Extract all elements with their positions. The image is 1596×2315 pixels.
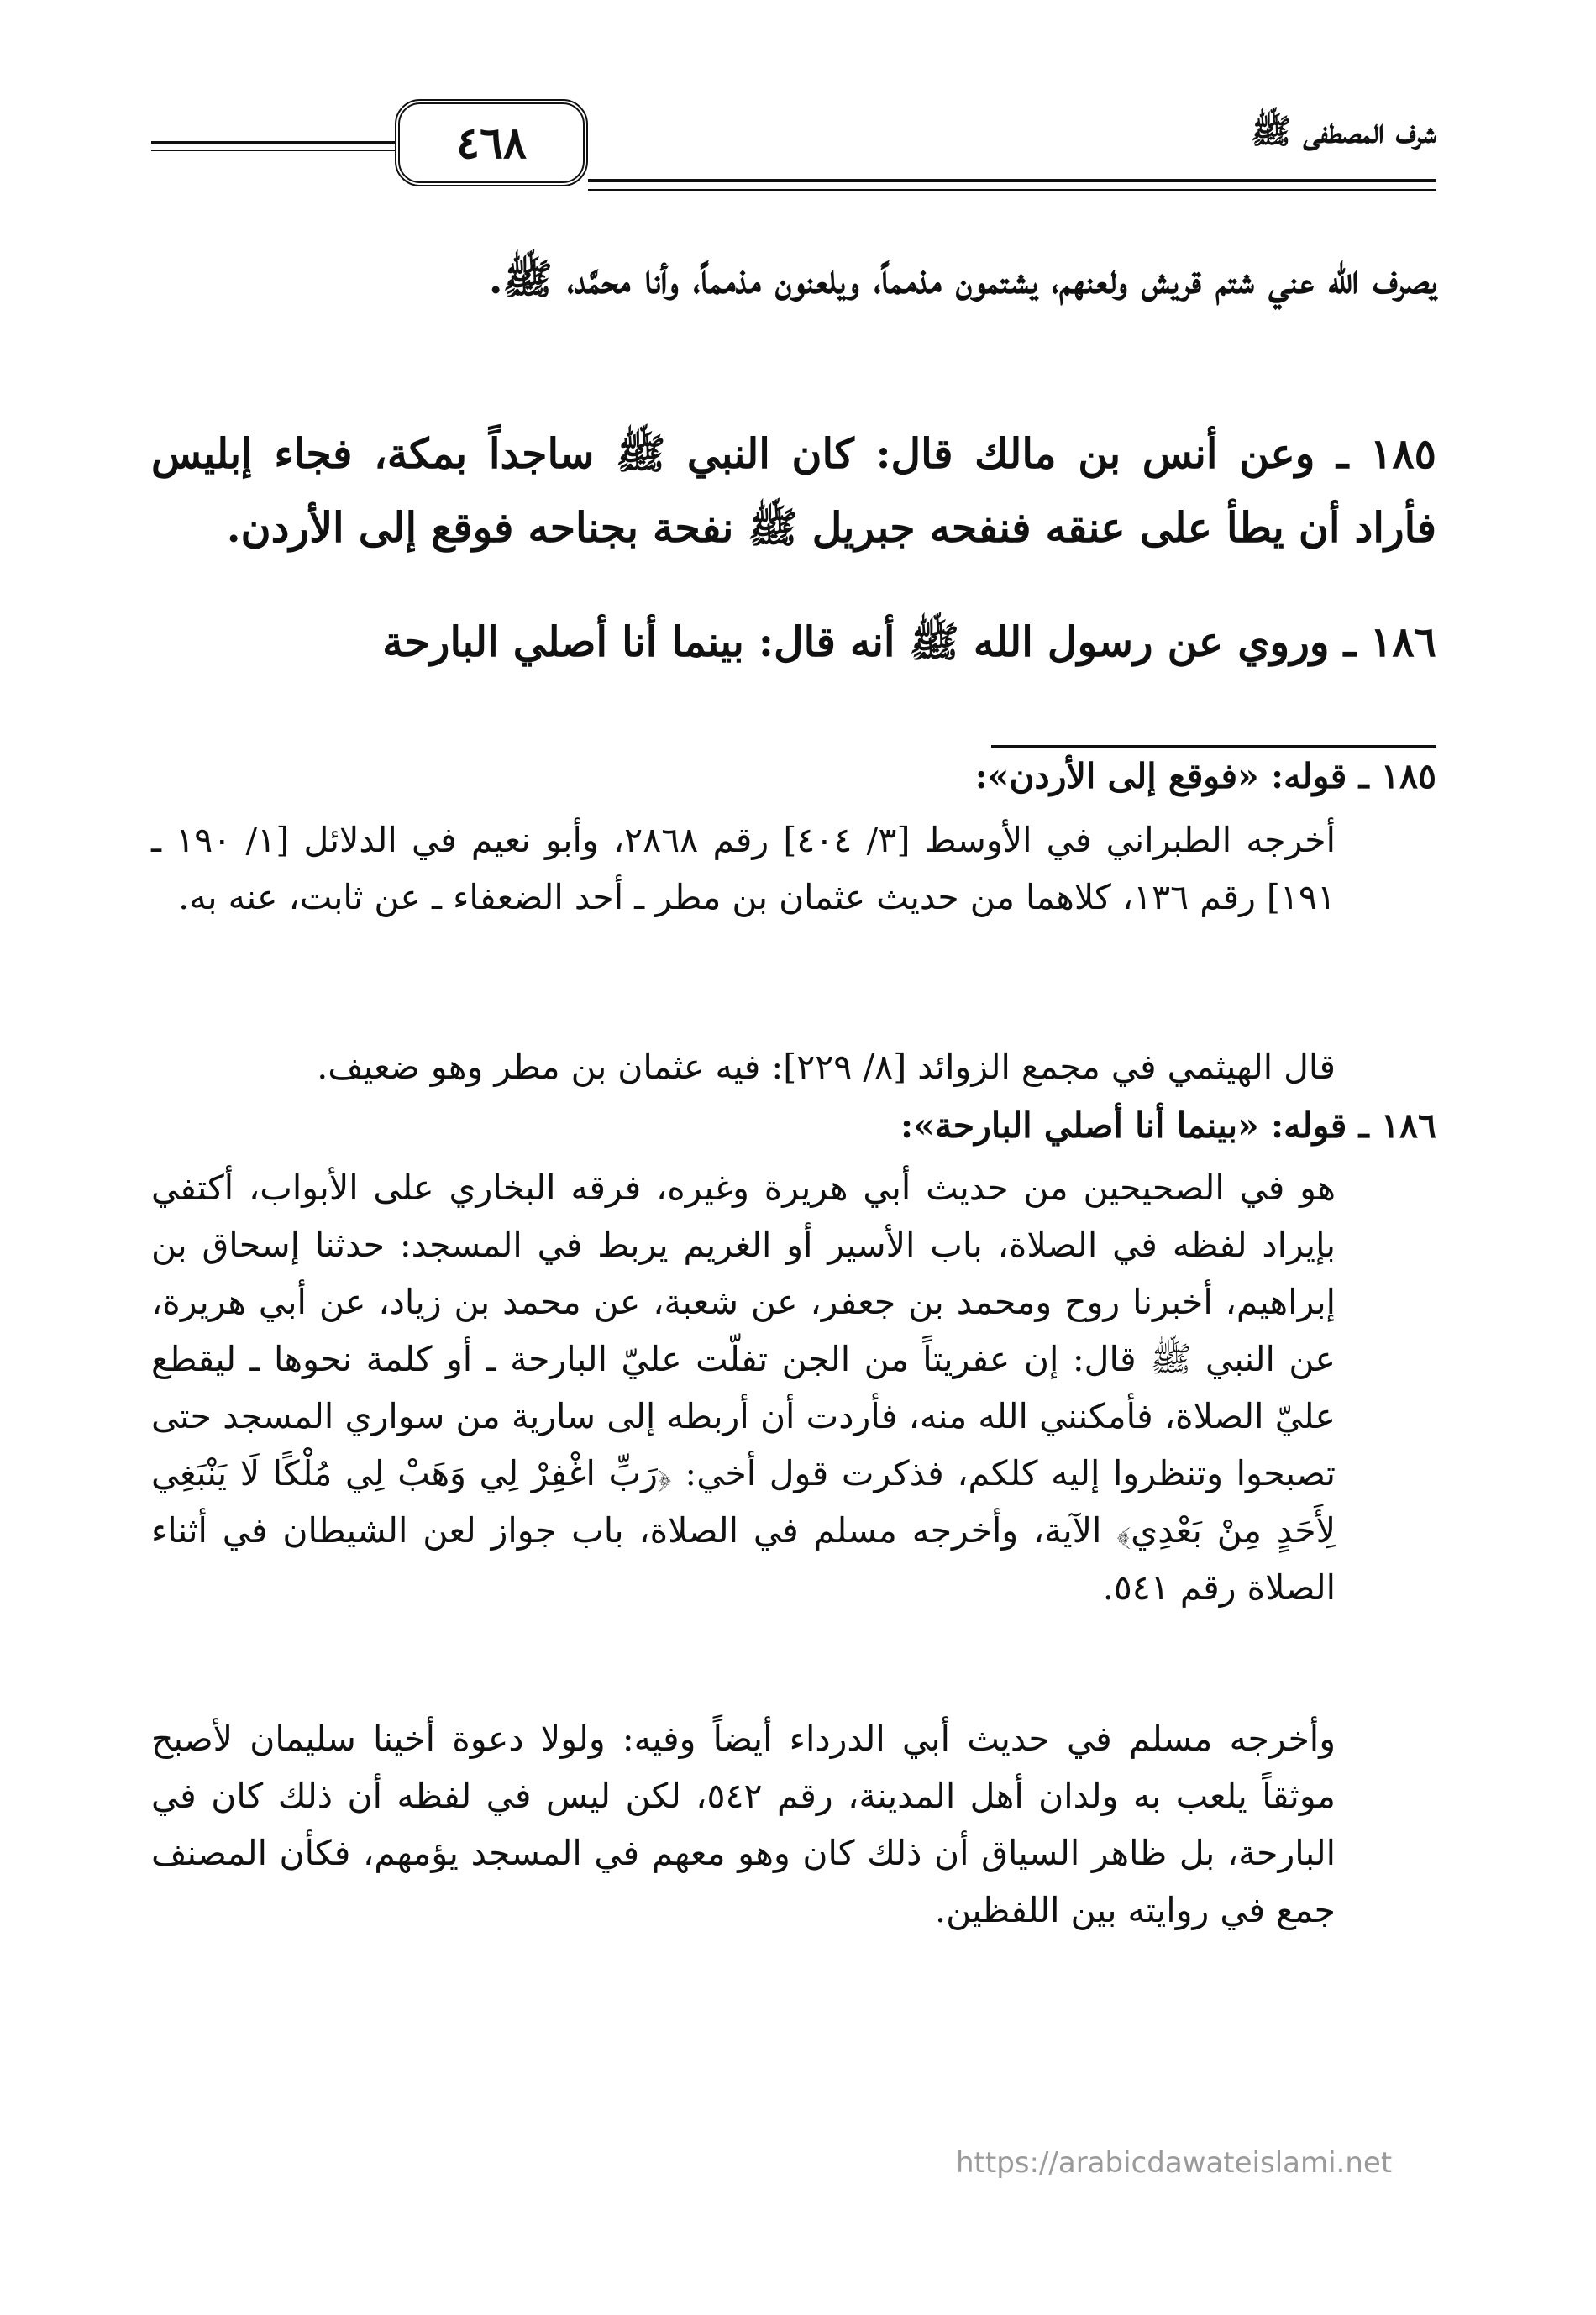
header-rule-right [588, 179, 1436, 191]
page-number: ٤٦٨ [395, 99, 588, 186]
main-paragraph-1 [151, 242, 1436, 316]
footnote-186-heading: ١٨٦ ـ قوله: «بينما أنا أصلي البارحة»: [900, 1105, 1436, 1146]
footnote-186-body [151, 1159, 1336, 1616]
header-rule-left [151, 141, 395, 151]
main-paragraph-186 [151, 605, 1436, 679]
footnote-186-text-2: وأخرجه مسلم في حديث أبي الدرداء أيضاً وفيه: ولولا دعوة أخينا سليمان لأصبح موثقاً يلعب به ولدان أهل المدينة، رقم ٥٤٢، لكن ليس في لفظه أن ذلك كان في البارحة، بل ظاهر السياق أن ذلك كان وهو معهم في المسجد يؤمهم، فكأن المصنف جمع في روايته بين اللفظين. [151, 1719, 1336, 1930]
running-title: شرف المصطفى ﷺ [1251, 112, 1436, 151]
main-paragraph-185-text: ١٨٥ ـ وعن أنس بن مالك قال: كان النبي ﷺ ساجداً بمكة، فجاء إبليس فأراد أن يطأ على عنقه فنفحه جبريل ﷺ نفحة بجناحه فوقع إلى الأردن. [151, 429, 1436, 552]
footnote-185-note-text: قال الهيثمي في مجمع الزوائد [٨/ ٢٢٩]: فيه عثمان بن مطر وهو ضعيف. [317, 1047, 1336, 1087]
footnote-185-heading: ١٨٥ ـ قوله: «فوقع إلى الأردن»: [974, 756, 1436, 796]
main-paragraph-1-text: يصرف الله عني شتم قريش ولعنهم، يشتمون مذمماً، ويلعنون مذمماً، وأنا محمَّد، ﷺ. [488, 255, 1436, 303]
footnote-185-body [151, 811, 1336, 926]
main-paragraph-185 [151, 417, 1436, 564]
main-paragraph-186-text: ١٨٦ ـ وروي عن رسول الله ﷺ أنه قال: بينما أنا أصلي البارحة [382, 617, 1436, 666]
site-watermark: https://arabicdawateislami.net [956, 2146, 1393, 2180]
footnote-185-text: أخرجه الطبراني في الأوسط [٣/ ٤٠٤] رقم ٢٨٦٨، وأبو نعيم في الدلائل [١/ ١٩٠ ـ ١٩١] رقم ١٣٦، كلاهما من حديث عثمان بن مطر ـ أحد الضعفاء ـ عن ثابت، عنه به. [151, 820, 1336, 917]
page-header [151, 99, 1436, 192]
footnote-186-text: هو في الصحيحين من حديث أبي هريرة وغيره، فرقه البخاري على الأبواب، أكتفي بإيراد لفظه في الصلاة، باب الأسير أو الغريم يربط في المسجد: حدثنا إسحاق بن إبراهيم، أخبرنا روح ومحمد بن جعفر، عن شعبة، عن محمد بن زياد، عن أبي هريرة، عن النبي ﷺ قال: إن عفريتاً من الجن تفلّت عليّ البارحة ـ أو كلمة نحوها ـ ليقطع عليّ الصلاة، فأمكنني الله منه، فأردت أن أربطه إلى سارية من سواري المسجد حتى تصبحوا وتنظروا إليه كلكم، فذكرت قول أخي: ﴿رَبِّ اغْفِرْ لِي وَهَبْ لِي مُلْكًا لَا يَنْبَغِي لِأَحَدٍ مِنْ بَعْدِي﴾ الآية، وأخرجه مسلم في الصلاة، باب جواز لعن الشيطان في أثناء الصلاة رقم ٥٤١. [151, 1168, 1336, 1608]
footnote-185-note [151, 1038, 1336, 1095]
footnote-186-body-2 [151, 1710, 1336, 1939]
